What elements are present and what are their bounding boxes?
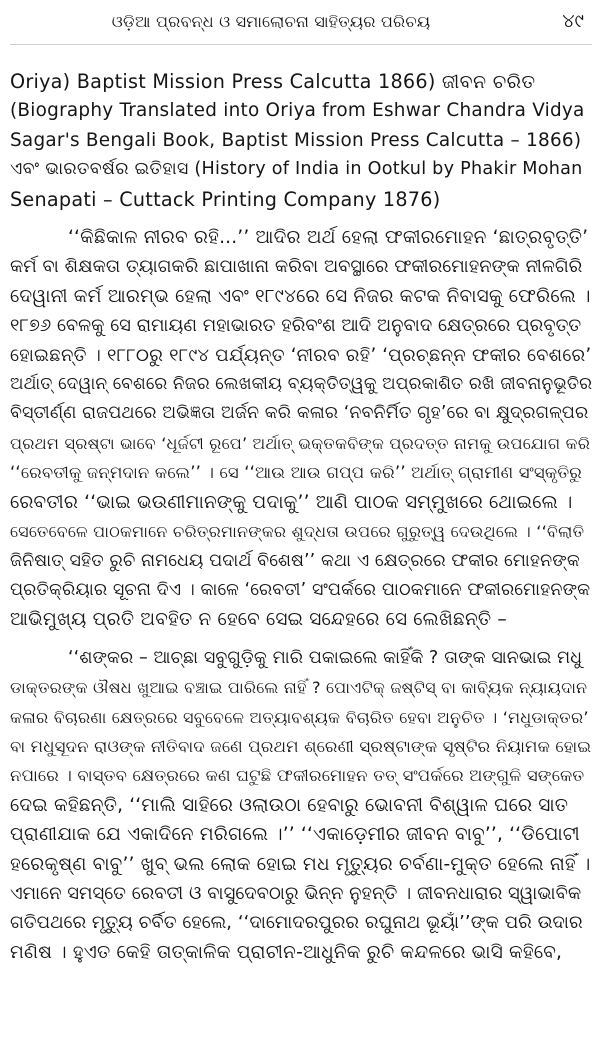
text-line: ଏମାନେ ସମସ୍ତେ ରେବତୀ ଓ ବାସୁଦେବଠାରୁ ଭିନ୍ନ ନୁହନ୍ତି । ଜୀବନଧାରାର ସ୍ୱାଭାବିକ xyxy=(10,882,582,904)
text-line: ପ୍ରଥମ ସ୍ରଷ୍ଟା ଭାବେ ‘ଧୂର୍ଜଟୀ ରୂପେ’ ଅର୍ଥାତ୍ ଭକ୍ତକବିଙ୍କ ପ୍ରଦତ୍ତ ନାମକୁ ଉପଯୋଗ କରି xyxy=(10,433,591,453)
text-line: ଏବଂ ଭାରତବର୍ଷର ଇତିହାସ (History of India in Ootkul by Phakir Mohan xyxy=(10,159,583,180)
text-line: ଜିନିଷାତ୍ ସହିତ ରୁଚି ନାମଧେୟ ପଦାର୍ଥ ବିଶେଷ’’ କଥା ଏ କ୍ଷେତ୍ରରେ ଫକୀର ମୋହନଙ୍କ xyxy=(10,550,580,571)
text-line: ବିସ୍ତୀର୍ଣ୍ଣ ରାଜପଥରେ ଅଭିଜ୍ଞତା ଅର୍ଜନ କରି କଳାର ‘ନବନିର୍ମିତ ଗୃହ’ରେ ବା କ୍ଷୁଦ୍ରଗଳ୍ପର xyxy=(10,403,589,424)
text-line: ହରେକୃଷ୍ଣ ବାବୁ’’ ଖୁବ୍ ଭଲ ଲୋକ ହୋଇ ମଧ ମୃତ୍ୟୁର ଚର୍ବଣା-ମୁକ୍ତ ହେଲେ ନାହିଁ । xyxy=(10,853,591,875)
paragraph-1 xyxy=(10,67,592,214)
text-line: (Biography Translated into Oriya from Eshwar Chandra Vidya xyxy=(10,100,585,122)
text-line: ମଣିଷ । ହୁଏତ କେହି ତାତ୍କାଳିକ ପ୍ରାଚୀନ-ଆଧୁନିକ ରୁଚି କନ୍ଦଳରେ ଭାସି କହିବେ, xyxy=(10,941,563,963)
text-line: ଆଭିମୁଖ୍ୟ ପ୍ରତି ଅବହିତ ନ ହେବେ ସେଇ ସନ୍ଦେହରେ ସେ ଲେଖିଛନ୍ତି – xyxy=(10,609,507,631)
running-header xyxy=(10,0,592,45)
paragraph-3 xyxy=(10,644,592,967)
body-text xyxy=(10,67,592,967)
text-line: ‘‘ଶଙ୍କର – ଆଚ୍ଛା ସବୁଗୁଡ଼ିକୁ ମାରି ପକାଇଲେ କାହିଁକି ? ତାଙ୍କ ସାନଭାଇ ମଧୁ xyxy=(68,647,583,668)
paragraph-2 xyxy=(10,223,592,635)
text-line: ଦେୱାନୀ କର୍ମ ଆରମ୍ଭ ହେଲା ଏବଂ ୧୮୯୪ରେ ସେ ନିଜର କଟକ ନିବାସକୁ ଫେରିଲେ । xyxy=(10,285,591,307)
text-line: ହୋଇଛନ୍ତି । ୧୮୮୦ରୁ ୧୮୯୪ ପର୍ଯ୍ୟନ୍ତ ‘ନୀରବ ରହି’ ‘ପ୍ରଚ୍ଛନ୍ନ ଫକୀର ବେଶରେ’ xyxy=(10,344,592,366)
text-line: ପ୍ରାଣୀଯାକ ଯେ ଏକାଦିନେ ମରିଗଲେ ।’’ ‘‘ଏକାଡ଼େମୀର ଜୀବନ ବାବୁ’’, ‘‘ଡିପୋଟୀ xyxy=(10,824,580,846)
text-line: ସେତେବେଳେ ପାଠକମାନେ ଚରିତ୍ରମାନଙ୍କର ଶୁଦ୍ଧତା ଉପରେ ଗୁରୁତ୍ୱ ଦେଉଥିଲେ । ‘‘ବିଲାତି xyxy=(10,522,585,542)
text-line: ଦେଇ କହିଛନ୍ତି, ‘‘ମାଲି ସାହିରେ ଓଲାଉଠା ହେବାରୁ ଭୋବନୀ ବିଶ୍ୱାଳ ଘରେ ସାତ xyxy=(10,794,569,816)
text-line: ପ୍ରତିକ୍ରିୟାର ସୂଚନା ଦିଏ । କାଳେ ‘ରେବତୀ’ ସଂପର୍କରେ ପାଠକମାନେ ଫକୀରମୋହନଙ୍କ xyxy=(10,579,591,600)
text-line: ଗତିପଥରେ ମୃତ୍ୟୁ ଚର୍ବିତ ହେଲେ, ‘‘ଦାମୋଦରପୁରର ରଘୁନାଥ ଭୂୟାଁ’’ଙ୍କ ପରି ଉଦାର xyxy=(10,912,583,934)
page-number: ୪୯ xyxy=(562,10,584,32)
text-line: ବା ମଧୁସୂଦନ ରାଓଙ୍କ ନୀତିବାଦ ଜଣେ ପ୍ରଥମ ଶ୍ରେଣୀ ସ୍ରଷ୍ଟାଙ୍କ ସୃଷ୍ଟିର ନିୟାମକ ହୋଇ xyxy=(10,736,592,756)
text-line: Senapati – Cuttack Printing Company 1876) xyxy=(10,187,441,211)
text-line: ନପାରେ । ବାସ୍ତବ କ୍ଷେତ୍ରରେ କଣ ଘଟୁଛି ଫକୀରମୋହନ ତତ୍ ସଂପର୍କରେ ଅଙ୍ଗୁଳି ସଙ୍କେତ xyxy=(10,766,585,786)
text-line: Sagar's Bengali Book, Baptist Mission Press Calcutta – 1866) xyxy=(10,129,582,151)
text-line: କର୍ମ ବା ଶିକ୍ଷକତା ତ୍ୟାଗକରି ଛାପାଖାନା କରିବା ଅବସ୍ଥାରେ ଫକୀରମୋହନଙ୍କ ନୀଳଗିରି xyxy=(10,256,583,278)
text-line: Oriya) Baptist Mission Press Calcutta 1866) ଜୀବନ ଚରିତ xyxy=(10,70,536,93)
text-line: ଅର୍ଥାତ୍ ଦେୱାନ୍ ବେଶରେ ନିଜର ଲେଖକୀୟ ବ୍ୟକ୍ତିତ୍ୱକୁ ଅପ୍ରକାଶିତ ରଖି ଜୀବନାନୁଭୂତିର xyxy=(10,374,592,395)
text-line: ରେବତୀର ‘‘ଭାଇ ଭଉଣୀମାନଙ୍କୁ ପଦାକୁ’’ ଆଣି ପାଠକ ସମ୍ମୁଖରେ ଥୋଇଲେ । xyxy=(10,491,573,513)
text-line: କଳାର ବିଚାରଣା କ୍ଷେତ୍ରରେ ସବୁବେଳେ ଅତ୍ୟାବଶ୍ୟକ ବିଚାରିତ ହେବା ଅନୁଚିତ । ‘ମଧୁଡାକ୍ତର’ xyxy=(10,707,589,727)
text-line: ୧୮୭୬ ବେଳକୁ ସେ ରାମାୟଣ ମହାଭାରତ ହରିବଂଶ ଆଦି ଅନୁବାଦ କ୍ଷେତ୍ରରେ ପ୍ରବୃତ୍ତ xyxy=(10,315,582,337)
running-title: ଓଡ଼ିଆ ପ୍ରବନ୍ଧ ଓ ସମାଲୋଚନା ସାହିତ୍ୟର ପରିଚୟ xyxy=(111,12,431,31)
text-line: ‘‘ରେବତୀକୁ ଜନ୍ମଦାନ କଲେ’’ । ସେ ‘‘ଆଉ ଆଉ ଗପ୍ପ କରି’’ ଅର୍ଥାତ୍ ଗ୍ରାମୀଣ ସଂସ୍କୃତିରୁ xyxy=(10,463,583,483)
text-line: ଡାକ୍ତରଙ୍କ ଔଷଧ ଖୁଆଇ ବଞ୍ଚାଇ ପାରିଲେ ନାହିଁ ? ପୋଏଟିକ୍ ଜଷ୍ଟିସ୍ ବା କାବ୍ୟିକ ନ୍ୟାୟଦାନ xyxy=(10,678,588,698)
text-line: ‘‘କିଛିକାଳ ନୀରବ ରହି...’’ ଆଦିର ଅର୍ଥ ହେଲା ଫକୀରମୋହନ ‘ଛାତ୍ରବୃତ୍ତି’ xyxy=(68,227,589,249)
